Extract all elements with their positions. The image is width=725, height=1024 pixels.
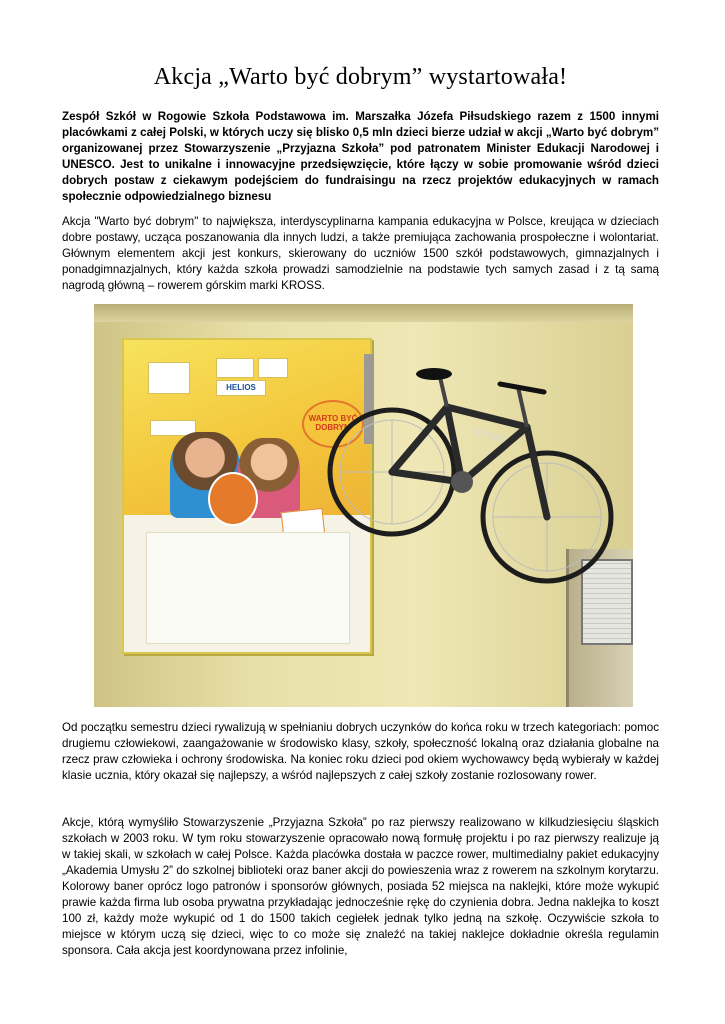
bike-fork — [527, 427, 547, 517]
poster-logo-helios: HELIOS — [216, 380, 266, 396]
poster-heading: WARTO BYĆ DOBRYM — [308, 414, 358, 432]
bike-top-tube — [447, 407, 527, 427]
paragraph-3: Akcje, którą wymyśliło Stowarzyszenie „Przyjazna Szkoła” po raz pierwszy realizowano w kilkudziesięciu śląskich szkołach w 2003 roku. W tym roku stowarzyszenie opracowało nową formułę projektu i po raz pierwszy realizuje ją w takiej skali, w szkołach w całej Polsce. Każda placówka dostała w paczce rower, multimedialny pakiet edukacyjny „Akademia Umysłu 2” do szkolnej biblioteki oraz baner akcji do powieszenia wraz z rowerem na szkolnym korytarzu. Kolorowy baner oprócz logo patronów i sponsorów głównych, posiada 52 miejsca na naklejki, które może wykupić prawie każda firma lub osoba prywatna przykładając jednocześnie rękę do czynienia dobra. Jedna naklejka to koszt 100 zł, każdy może wykupić od 1 do 1500 takich cegiełek jednak tylko jedną na szkołę. Oczywiście szkoła to miejsce w którym uczą się dzieci, więc to co może się znaleźć na takiej naklejce dokładnie określa regulamin sponsora. Cała akcja jest koordynowana przez infolinie, — [62, 816, 659, 957]
poster-mascot — [208, 472, 258, 526]
paragraph-2: Od początku semestru dzieci rywalizują w spełnianiu dobrych uczynków do końca roku w trzech kategoriach: pomoc drugiemu człowiekowi, zaangażowanie w środowisko klasy, szkoły, społeczność lokalną oraz działania globalne na rzecz praw człowieka i ochrony środowiska. Na koniec roku dzieci pod okiem wychowawcy będą wybierały w każdej klasie ucznia, który okazał się najlepszy, a wśród najlepszych z całej szkoły zostanie rozlosowany rower. — [62, 721, 659, 782]
lead-paragraph: Zespół Szkół w Rogowie Szkoła Podstawowa im. Marszałka Józefa Piłsudskiego razem z 1500 innymi placówkami z całej Polski, w których uczy się blisko 0,5 mln dzieci bierze udział w akcji „Warto być dobrym” organizowanej przez Stowarzyszenie „Przyjazna Szkoła” pod patronatem Minister Edukacji Narodowej i UNESCO. Jest to unikalne i innowacyjne przedsięwzięcie, które łączy w sobie promowanie wśród dzieci dobrych postaw z ciekawym podejściem do fundraisingu na rzecz projektów edukacyjnych w ramach społecznie odpowiedzialnego biznesu — [62, 110, 659, 203]
bike-crank — [451, 471, 473, 493]
poster-logo-unesco — [258, 358, 288, 378]
photo-ceiling — [94, 304, 633, 322]
bike-icon — [322, 332, 632, 592]
bike-brand-label: KROSS — [473, 427, 507, 445]
poster-logo-school — [148, 362, 190, 394]
photo-bike-and-poster — [94, 304, 633, 707]
bike-handlebar — [500, 384, 544, 392]
article-title: Akcja „Warto być dobrym” wystartowała! — [153, 64, 568, 90]
poster-logo-patron — [216, 358, 254, 378]
paragraph-1: Akcja "Warto być dobrym" to największa, interdyscyplinarna kampania edukacyjna w Polsce, kreująca w dzieciach dobre postawy, ucząca poszanowania dla innych ludzi, a także premiująca zachowania prospołeczne i wolontariat. Głównym elementem akcji jest konkurs, skierowany do uczniów 1500 szkół podstawowych, gimnazjalnych i ponadgimnazjalnych, który każda szkoła prowadzi samodzielnie na podstawie tych samych zasad i z tą samą nagrodą główną – rowerem górskim marki KROSS. — [62, 215, 659, 292]
poster-sticker-area — [146, 532, 350, 644]
bike-saddle — [416, 368, 452, 380]
